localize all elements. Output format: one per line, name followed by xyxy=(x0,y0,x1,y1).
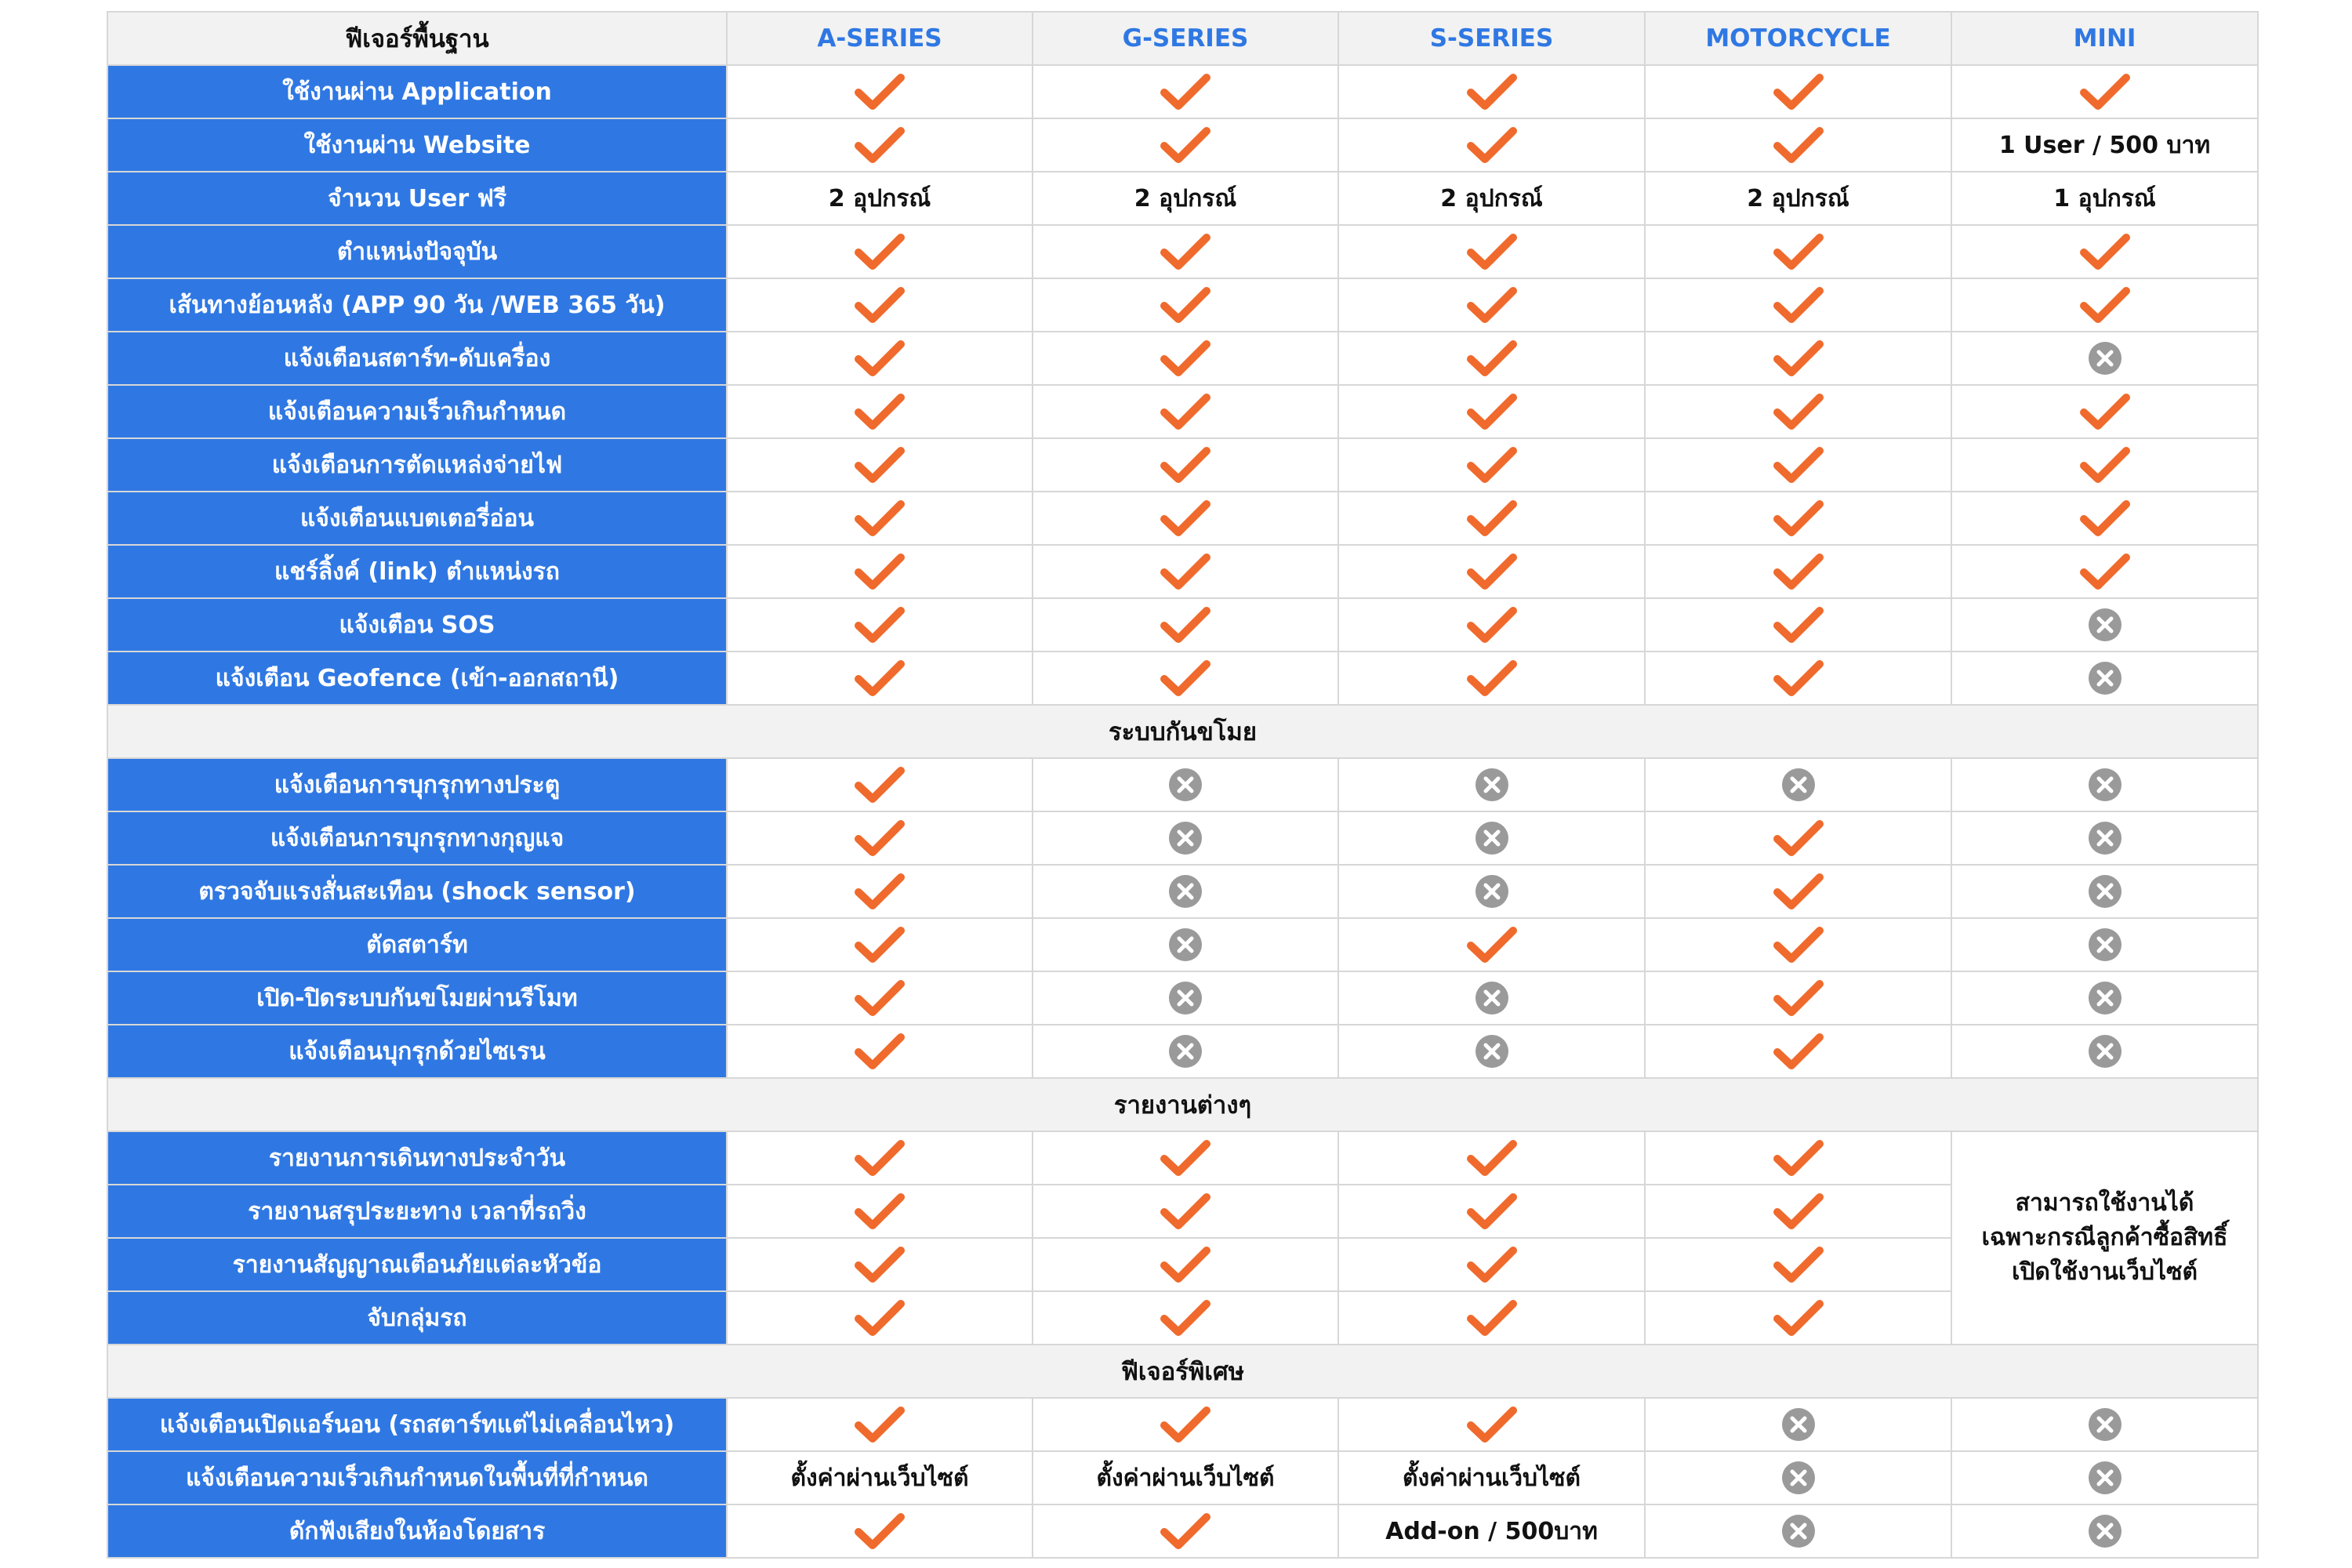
check-icon xyxy=(854,1138,906,1178)
feature-label: แจ้งเตือนแบตเตอรี่อ่อน xyxy=(107,492,727,545)
feature-comparison-table xyxy=(107,11,2259,1559)
cell-a-series xyxy=(727,332,1033,385)
table-row xyxy=(107,865,2258,918)
check-icon xyxy=(1160,72,1211,111)
section-header-row xyxy=(107,1345,2258,1398)
cell-a-series xyxy=(727,1185,1033,1238)
cell-s-series xyxy=(1338,1185,1645,1238)
check-icon xyxy=(854,1032,906,1071)
cross-circle-icon xyxy=(2087,1513,2123,1549)
cell-a-series xyxy=(727,758,1033,811)
table-body xyxy=(107,65,2258,1558)
feature-label: แจ้งเตือน Geofence (เข้า-ออกสถานี) xyxy=(107,652,727,705)
cell-mini xyxy=(1951,971,2258,1025)
cell-g-series xyxy=(1033,332,1338,385)
cell-s-series xyxy=(1338,225,1645,278)
table-row xyxy=(107,225,2258,278)
cell-motorcycle xyxy=(1645,278,1951,332)
check-icon xyxy=(1160,1512,1211,1551)
cross-circle-icon xyxy=(1474,820,1510,856)
check-icon xyxy=(1160,605,1211,644)
feature-label: ดักฟังเสียงในห้องโดยสาร xyxy=(107,1504,727,1558)
cell-motorcycle xyxy=(1645,1504,1951,1558)
check-icon xyxy=(1773,499,1824,538)
cross-circle-icon xyxy=(1780,1406,1817,1443)
feature-label: ตรวจจับแรงสั่นสะเทือน (shock sensor) xyxy=(107,865,727,918)
cell-s-series xyxy=(1338,918,1645,971)
cell-s-series xyxy=(1338,492,1645,545)
section-title: ระบบกันขโมย xyxy=(107,705,2258,758)
check-icon xyxy=(1466,605,1518,644)
cell-motorcycle xyxy=(1645,438,1951,492)
cell-motorcycle xyxy=(1645,1185,1951,1238)
check-icon xyxy=(1773,872,1824,911)
cell-g-series xyxy=(1033,1238,1338,1291)
cell-text-s-series: ตั้งค่าผ่านเว็บไซต์ xyxy=(1338,1451,1645,1504)
check-icon xyxy=(1773,552,1824,591)
cell-motorcycle xyxy=(1645,971,1951,1025)
check-icon xyxy=(1160,552,1211,591)
cell-s-series xyxy=(1338,438,1645,492)
cell-g-series xyxy=(1033,65,1338,118)
check-icon xyxy=(1466,659,1518,698)
cell-a-series xyxy=(727,811,1033,865)
check-icon xyxy=(854,285,906,325)
cell-motorcycle xyxy=(1645,598,1951,652)
cell-s-series xyxy=(1338,545,1645,598)
check-icon xyxy=(1773,339,1824,378)
check-icon xyxy=(1773,392,1824,431)
cell-s-series xyxy=(1338,385,1645,438)
feature-label: แชร์ลิ้งค์ (link) ตำแหน่งรถ xyxy=(107,545,727,598)
table-row xyxy=(107,1131,2258,1185)
cell-a-series xyxy=(727,278,1033,332)
cell-mini xyxy=(1951,1504,2258,1558)
cross-circle-icon xyxy=(1474,873,1510,909)
feature-label: แจ้งเตือนความเร็วเกินกำหนดในพื้นที่ที่กำหนด xyxy=(107,1451,727,1504)
cell-g-series xyxy=(1033,1025,1338,1078)
check-icon xyxy=(1160,445,1211,485)
cross-circle-icon xyxy=(1780,1460,1817,1496)
cell-g-series xyxy=(1033,598,1338,652)
check-icon xyxy=(854,392,906,431)
check-icon xyxy=(1466,1192,1518,1231)
table-row xyxy=(107,811,2258,865)
cross-circle-icon xyxy=(1167,980,1203,1016)
table-row xyxy=(107,1504,2258,1558)
check-icon xyxy=(1466,1245,1518,1284)
cross-circle-icon xyxy=(2087,820,2123,856)
cell-a-series xyxy=(727,652,1033,705)
check-icon xyxy=(1773,232,1824,271)
check-icon xyxy=(2079,232,2131,271)
cross-circle-icon xyxy=(2087,1033,2123,1069)
cross-circle-icon xyxy=(1167,820,1203,856)
cell-s-series xyxy=(1338,758,1645,811)
cell-a-series xyxy=(727,492,1033,545)
table-row xyxy=(107,492,2258,545)
cross-circle-icon xyxy=(2087,1406,2123,1443)
feature-label: เปิด-ปิดระบบกันขโมยผ่านรีโมท xyxy=(107,971,727,1025)
feature-label: แจ้งเตือนการบุกรุกทางประตู xyxy=(107,758,727,811)
check-icon xyxy=(854,978,906,1018)
check-icon xyxy=(854,659,906,698)
check-icon xyxy=(854,818,906,858)
cell-g-series xyxy=(1033,865,1338,918)
check-icon xyxy=(1773,925,1824,964)
cell-text-a-series: 2 อุปกรณ์ xyxy=(727,172,1033,225)
check-icon xyxy=(854,1512,906,1551)
check-icon xyxy=(1773,605,1824,644)
cell-text-s-series: Add-on / 500บาท xyxy=(1338,1504,1645,1558)
cell-s-series xyxy=(1338,118,1645,172)
cell-g-series xyxy=(1033,545,1338,598)
cell-a-series xyxy=(727,385,1033,438)
section-header-row xyxy=(107,705,2258,758)
cell-s-series xyxy=(1338,65,1645,118)
section-title: รายงานต่างๆ xyxy=(107,1078,2258,1131)
check-icon xyxy=(854,232,906,271)
cross-circle-icon xyxy=(1780,767,1817,803)
feature-label: รายงานการเดินทางประจำวัน xyxy=(107,1131,727,1185)
cell-text-a-series: ตั้งค่าผ่านเว็บไซต์ xyxy=(727,1451,1033,1504)
cell-s-series xyxy=(1338,598,1645,652)
table-row xyxy=(107,1185,2258,1238)
cell-text-mini: 1 User / 500 บาท xyxy=(1951,118,2258,172)
check-icon xyxy=(1160,285,1211,325)
cell-motorcycle xyxy=(1645,118,1951,172)
feature-label: จับกลุ่มรถ xyxy=(107,1291,727,1345)
check-icon xyxy=(854,125,906,165)
cell-mini xyxy=(1951,545,2258,598)
check-icon xyxy=(854,552,906,591)
feature-label: แจ้งเตือนเปิดแอร์นอน (รถสตาร์ทแต่ไม่เคลื่อนไหว) xyxy=(107,1398,727,1451)
cell-text-s-series: 2 อุปกรณ์ xyxy=(1338,172,1645,225)
check-icon xyxy=(1160,1138,1211,1178)
feature-label: แจ้งเตือนการบุกรุกทางกุญแจ xyxy=(107,811,727,865)
cell-g-series xyxy=(1033,918,1338,971)
cell-mini xyxy=(1951,1398,2258,1451)
check-icon xyxy=(1466,445,1518,485)
check-icon xyxy=(1466,232,1518,271)
feature-label: รายงานสัญญาณเตือนภัยแต่ละหัวข้อ xyxy=(107,1238,727,1291)
check-icon xyxy=(1160,339,1211,378)
feature-label: แจ้งเตือน SOS xyxy=(107,598,727,652)
cell-g-series xyxy=(1033,1504,1338,1558)
cross-circle-icon xyxy=(1474,1033,1510,1069)
check-icon xyxy=(1773,1192,1824,1231)
feature-label: แจ้งเตือนบุกรุกด้วยไซเรน xyxy=(107,1025,727,1078)
table-row xyxy=(107,545,2258,598)
cell-motorcycle xyxy=(1645,225,1951,278)
cell-s-series xyxy=(1338,1131,1645,1185)
check-icon xyxy=(854,1298,906,1338)
feature-label: เส้นทางย้อนหลัง (APP 90 วัน /WEB 365 วัน) xyxy=(107,278,727,332)
check-icon xyxy=(2079,445,2131,485)
table-row xyxy=(107,652,2258,705)
check-icon xyxy=(1160,232,1211,271)
cell-g-series xyxy=(1033,758,1338,811)
table-row xyxy=(107,332,2258,385)
cross-circle-icon xyxy=(1167,1033,1203,1069)
cell-a-series xyxy=(727,1398,1033,1451)
check-icon xyxy=(1466,1298,1518,1338)
cell-motorcycle xyxy=(1645,1025,1951,1078)
cell-g-series xyxy=(1033,1398,1338,1451)
cell-a-series xyxy=(727,1131,1033,1185)
cell-a-series xyxy=(727,1238,1033,1291)
cell-motorcycle xyxy=(1645,811,1951,865)
section-header-row xyxy=(107,1078,2258,1131)
check-icon xyxy=(1466,392,1518,431)
column-header-s-series: S-SERIES xyxy=(1338,12,1645,65)
cell-motorcycle xyxy=(1645,1238,1951,1291)
table-row xyxy=(107,1025,2258,1078)
check-icon xyxy=(2079,552,2131,591)
cross-circle-icon xyxy=(2087,1460,2123,1496)
cell-a-series xyxy=(727,545,1033,598)
cell-g-series xyxy=(1033,438,1338,492)
check-icon xyxy=(1466,925,1518,964)
check-icon xyxy=(1160,1298,1211,1338)
table-row xyxy=(107,385,2258,438)
feature-label: แจ้งเตือนการตัดแหล่งจ่ายไฟ xyxy=(107,438,727,492)
check-icon xyxy=(854,765,906,804)
check-icon xyxy=(854,872,906,911)
cell-text-g-series: ตั้งค่าผ่านเว็บไซต์ xyxy=(1033,1451,1338,1504)
table-header-row xyxy=(107,12,2258,65)
table-row xyxy=(107,1238,2258,1291)
cross-circle-icon xyxy=(2087,927,2123,963)
cell-mini xyxy=(1951,918,2258,971)
table-row xyxy=(107,438,2258,492)
cross-circle-icon xyxy=(2087,340,2123,376)
column-header-a-series: A-SERIES xyxy=(727,12,1033,65)
cell-g-series xyxy=(1033,225,1338,278)
cell-g-series xyxy=(1033,278,1338,332)
table-row xyxy=(107,971,2258,1025)
feature-label: จำนวน User ฟรี xyxy=(107,172,727,225)
check-icon xyxy=(854,1192,906,1231)
check-icon xyxy=(1466,1138,1518,1178)
check-icon xyxy=(1160,392,1211,431)
check-icon xyxy=(1773,445,1824,485)
cell-motorcycle xyxy=(1645,65,1951,118)
cell-motorcycle xyxy=(1645,385,1951,438)
check-icon xyxy=(1466,72,1518,111)
cell-a-series xyxy=(727,438,1033,492)
table-row xyxy=(107,1451,2258,1504)
column-header-motorcycle: MOTORCYCLE xyxy=(1645,12,1951,65)
check-icon xyxy=(854,72,906,111)
cell-g-series xyxy=(1033,1291,1338,1345)
check-icon xyxy=(1773,72,1824,111)
cross-circle-icon xyxy=(2087,660,2123,696)
table-row xyxy=(107,1291,2258,1345)
cell-g-series xyxy=(1033,1185,1338,1238)
check-icon xyxy=(1466,1405,1518,1444)
check-icon xyxy=(1160,1192,1211,1231)
check-icon xyxy=(1773,125,1824,165)
cross-circle-icon xyxy=(2087,767,2123,803)
check-icon xyxy=(854,499,906,538)
cell-a-series xyxy=(727,65,1033,118)
cell-mini xyxy=(1951,865,2258,918)
cell-a-series xyxy=(727,598,1033,652)
cell-motorcycle xyxy=(1645,545,1951,598)
check-icon xyxy=(1773,285,1824,325)
check-icon xyxy=(2079,392,2131,431)
check-icon xyxy=(1160,125,1211,165)
feature-label: ใช้งานผ่าน Website xyxy=(107,118,727,172)
cell-motorcycle xyxy=(1645,758,1951,811)
check-icon xyxy=(1466,125,1518,165)
cross-circle-icon xyxy=(2087,607,2123,643)
cell-mini xyxy=(1951,492,2258,545)
cell-text-motorcycle: 2 อุปกรณ์ xyxy=(1645,172,1951,225)
cell-mini xyxy=(1951,225,2258,278)
mini-report-note: สามารถใช้งานได้ เฉพาะกรณีลูกค้าซื้อสิทธิ์ เปิดใช้งานเว็บไซต์ xyxy=(1951,1131,2258,1345)
cell-text-g-series: 2 อุปกรณ์ xyxy=(1033,172,1338,225)
cell-motorcycle xyxy=(1645,918,1951,971)
cell-mini xyxy=(1951,811,2258,865)
check-icon xyxy=(854,925,906,964)
cell-a-series xyxy=(727,1025,1033,1078)
cell-mini xyxy=(1951,1025,2258,1078)
cell-mini xyxy=(1951,758,2258,811)
check-icon xyxy=(854,339,906,378)
cell-text-mini: 1 อุปกรณ์ xyxy=(1951,172,2258,225)
cross-circle-icon xyxy=(1780,1513,1817,1549)
check-icon xyxy=(1773,1138,1824,1178)
column-header-mini: MINI xyxy=(1951,12,2258,65)
check-icon xyxy=(1466,285,1518,325)
cross-circle-icon xyxy=(1167,767,1203,803)
cell-g-series xyxy=(1033,652,1338,705)
cell-motorcycle xyxy=(1645,492,1951,545)
cell-mini xyxy=(1951,278,2258,332)
check-icon xyxy=(1160,1245,1211,1284)
feature-label: ตัดสตาร์ท xyxy=(107,918,727,971)
cell-mini xyxy=(1951,1451,2258,1504)
cell-g-series xyxy=(1033,1131,1338,1185)
cell-g-series xyxy=(1033,811,1338,865)
cell-s-series xyxy=(1338,811,1645,865)
cell-a-series xyxy=(727,971,1033,1025)
check-icon xyxy=(1773,978,1824,1018)
cell-g-series xyxy=(1033,971,1338,1025)
cell-mini xyxy=(1951,385,2258,438)
cross-circle-icon xyxy=(1474,980,1510,1016)
cell-a-series xyxy=(727,1291,1033,1345)
section-title: ฟีเจอร์พิเศษ xyxy=(107,1345,2258,1398)
check-icon xyxy=(1773,818,1824,858)
cell-motorcycle xyxy=(1645,1451,1951,1504)
check-icon xyxy=(1466,339,1518,378)
table-row xyxy=(107,278,2258,332)
cell-s-series xyxy=(1338,332,1645,385)
cell-a-series xyxy=(727,118,1033,172)
cell-motorcycle xyxy=(1645,1131,1951,1185)
table-row xyxy=(107,118,2258,172)
feature-label: ใช้งานผ่าน Application xyxy=(107,65,727,118)
cell-s-series xyxy=(1338,971,1645,1025)
feature-label: แจ้งเตือนความเร็วเกินกำหนด xyxy=(107,385,727,438)
check-icon xyxy=(2079,499,2131,538)
cell-a-series xyxy=(727,865,1033,918)
check-icon xyxy=(1773,659,1824,698)
cell-mini xyxy=(1951,652,2258,705)
check-icon xyxy=(1160,1405,1211,1444)
cell-mini xyxy=(1951,332,2258,385)
check-icon xyxy=(1773,1245,1824,1284)
feature-label: รายงานสรุประยะทาง เวลาที่รถวิ่ง xyxy=(107,1185,727,1238)
column-header-features: ฟีเจอร์พื้นฐาน xyxy=(107,12,727,65)
cell-motorcycle xyxy=(1645,652,1951,705)
cell-s-series xyxy=(1338,1398,1645,1451)
table-row xyxy=(107,172,2258,225)
check-icon xyxy=(1160,499,1211,538)
cell-s-series xyxy=(1338,278,1645,332)
check-icon xyxy=(854,1245,906,1284)
cell-motorcycle xyxy=(1645,865,1951,918)
cell-motorcycle xyxy=(1645,1291,1951,1345)
cell-s-series xyxy=(1338,1291,1645,1345)
cell-a-series xyxy=(727,918,1033,971)
table-row xyxy=(107,1398,2258,1451)
check-icon xyxy=(1773,1298,1824,1338)
cross-circle-icon xyxy=(1474,767,1510,803)
cell-mini xyxy=(1951,598,2258,652)
cell-a-series xyxy=(727,225,1033,278)
check-icon xyxy=(2079,72,2131,111)
column-header-g-series: G-SERIES xyxy=(1033,12,1338,65)
table-row xyxy=(107,65,2258,118)
table-row xyxy=(107,758,2258,811)
check-icon xyxy=(2079,285,2131,325)
check-icon xyxy=(1466,499,1518,538)
cell-s-series xyxy=(1338,1025,1645,1078)
cell-a-series xyxy=(727,1504,1033,1558)
table-row xyxy=(107,598,2258,652)
cross-circle-icon xyxy=(1167,927,1203,963)
cell-motorcycle xyxy=(1645,1398,1951,1451)
cell-g-series xyxy=(1033,385,1338,438)
check-icon xyxy=(1466,552,1518,591)
check-icon xyxy=(854,445,906,485)
cell-g-series xyxy=(1033,118,1338,172)
cell-s-series xyxy=(1338,652,1645,705)
check-icon xyxy=(854,605,906,644)
cross-circle-icon xyxy=(1167,873,1203,909)
cell-mini xyxy=(1951,65,2258,118)
cell-g-series xyxy=(1033,492,1338,545)
cross-circle-icon xyxy=(2087,873,2123,909)
cross-circle-icon xyxy=(2087,980,2123,1016)
cell-mini xyxy=(1951,438,2258,492)
feature-label: ตำแหน่งปัจจุบัน xyxy=(107,225,727,278)
check-icon xyxy=(1773,1032,1824,1071)
cell-s-series xyxy=(1338,1238,1645,1291)
feature-label: แจ้งเตือนสตาร์ท-ดับเครื่อง xyxy=(107,332,727,385)
cell-s-series xyxy=(1338,865,1645,918)
check-icon xyxy=(854,1405,906,1444)
cell-motorcycle xyxy=(1645,332,1951,385)
table-row xyxy=(107,918,2258,971)
check-icon xyxy=(1160,659,1211,698)
